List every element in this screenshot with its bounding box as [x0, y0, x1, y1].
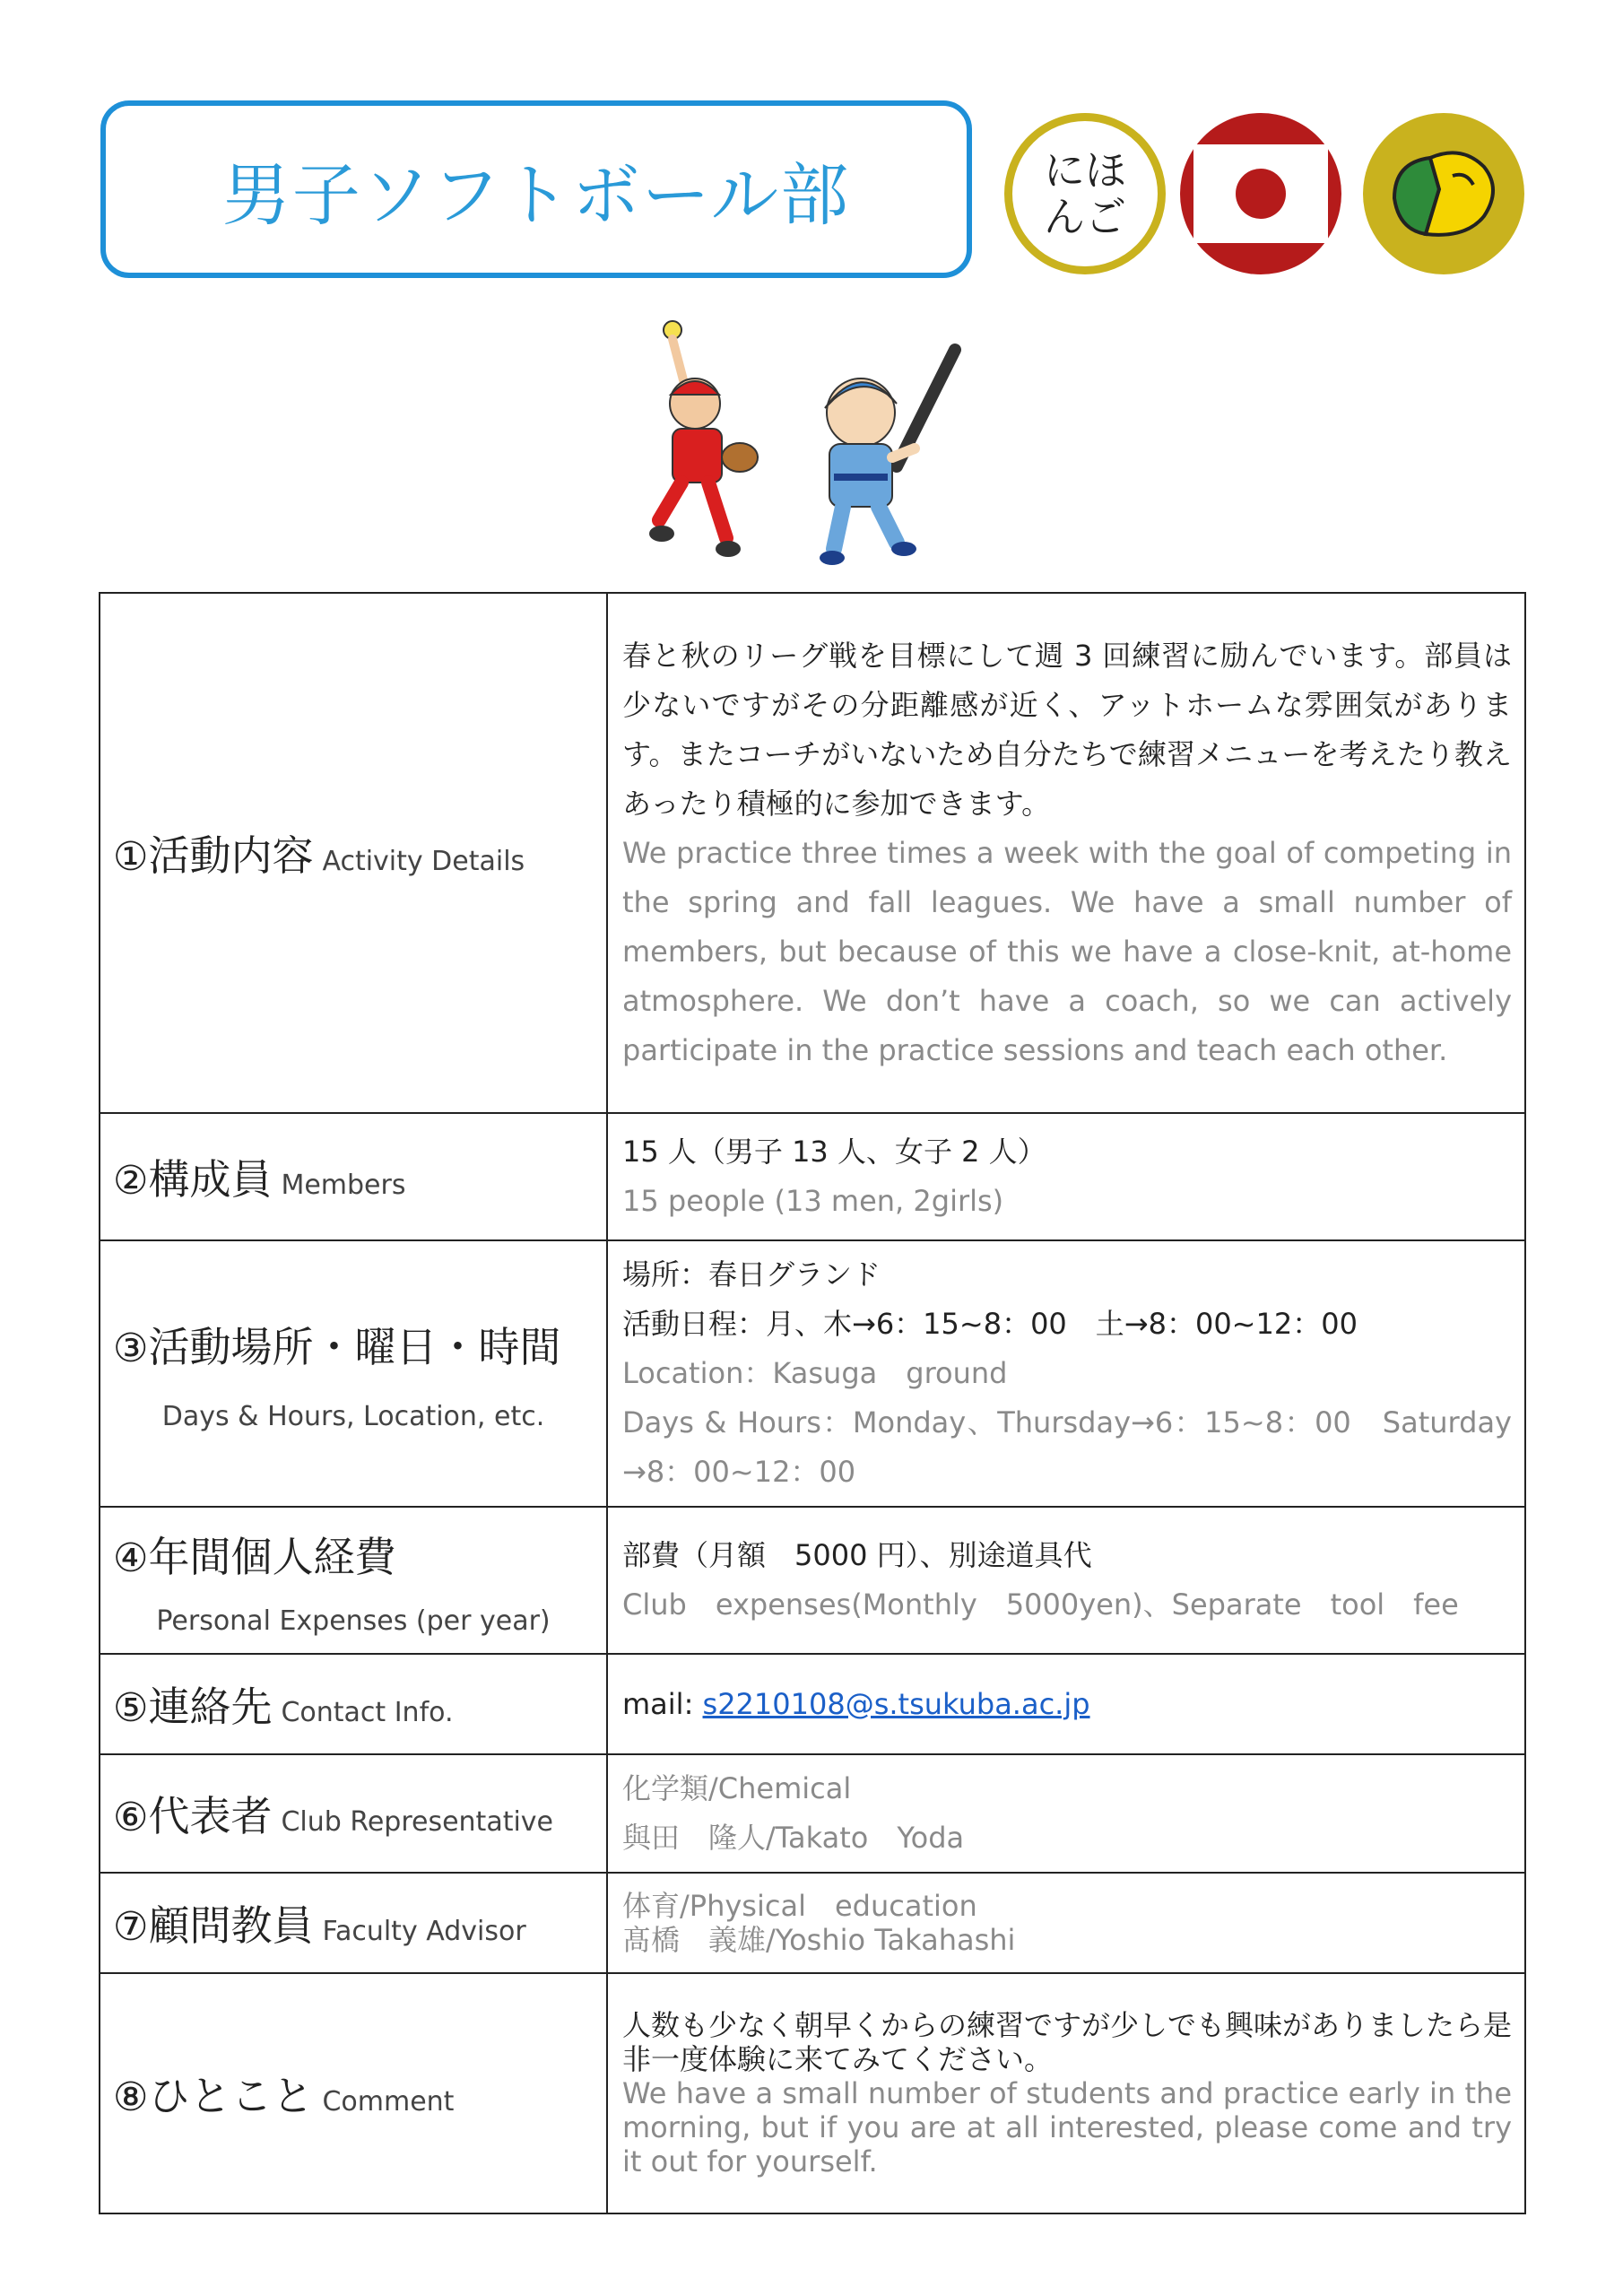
row-label-jp: ひとこと: [148, 2072, 314, 2120]
table-row: [100, 593, 1525, 1113]
row-label-en: Days & Hours, Location, etc.: [161, 1401, 545, 1432]
expenses-jp: 部費（月額 5000 円）、別途道具代: [622, 1538, 1092, 1572]
row-number: ④: [113, 1535, 149, 1581]
row-number: ⑤: [113, 1685, 149, 1731]
members-jp: 15 人（男子 13 人、女子 2 人）: [622, 1135, 1046, 1169]
row-label-jp: 顧問教員: [148, 1901, 314, 1950]
row-label-jp: 年間個人経費: [148, 1532, 396, 1581]
row-number: ②: [113, 1158, 149, 1204]
row-label-en: Comment: [322, 2086, 455, 2118]
advisor-content: [607, 1873, 1525, 1973]
email-link[interactable]: s2210108@s.tsukuba.ac.jp: [702, 1686, 1090, 1721]
table-row: [100, 1873, 1525, 1973]
beginner-mark-icon: [1363, 113, 1524, 274]
expenses-content: [607, 1507, 1525, 1654]
advisor-department: 体育/Physical education: [622, 1889, 977, 1923]
title-box: [100, 100, 972, 278]
mail-label: mail:: [622, 1686, 703, 1721]
row-label-jp: 活動場所・曜日・時間: [148, 1323, 561, 1371]
representative-department: 化学類/Chemical: [622, 1771, 852, 1805]
nihongo-badge: [1004, 113, 1166, 274]
softball-players-illustration: [619, 314, 995, 574]
row-number: ①: [113, 834, 149, 880]
japan-flag-icon: [1180, 113, 1341, 274]
row-label-en: Faculty Advisor: [322, 1916, 526, 1947]
row-number: ⑧: [113, 2074, 149, 2120]
comment-content: [607, 1973, 1525, 2213]
location-en: Location：Kasuga ground: [622, 1356, 1008, 1390]
members-en: 15 people (13 men, 2girls): [622, 1184, 1004, 1218]
nihongo-badge-line-2: んご: [1044, 193, 1126, 241]
schedule-en: Days & Hours：Monday、Thursday→6：15~8：00 Saturday →8：00~12：00: [622, 1405, 1512, 1489]
members-content: [607, 1113, 1525, 1240]
schedule-jp: 活動日程：月、木→6：15~8：00 土→8：00~12：00: [622, 1307, 1358, 1341]
row-number: ③: [113, 1326, 149, 1371]
representative-label: [100, 1754, 607, 1873]
table-row: [100, 1754, 1525, 1873]
row-label-jp: 連絡先: [148, 1683, 273, 1731]
row-label-jp: 代表者: [148, 1792, 273, 1840]
row-number: ⑥: [113, 1795, 149, 1840]
page-title: 男子ソフトボール部: [221, 154, 851, 235]
advisor-label: [100, 1873, 607, 1973]
comment-jp: 人数も少なく朝早くからの練習ですが少しでも興味がありましたら是非一度体験に来てみてください。: [622, 2008, 1513, 2076]
expenses-en: Club expenses(Monthly 5000yen)、Separate tool fee: [622, 1587, 1459, 1622]
expenses-label: [100, 1507, 607, 1654]
table-row: [100, 1654, 1525, 1754]
table-row: [100, 1973, 1525, 2213]
representative-name: 與田 隆人/Takato Yoda: [622, 1821, 965, 1855]
row-label-en: Members: [281, 1170, 406, 1201]
location-schedule-label: [100, 1240, 607, 1507]
row-label-jp: 構成員: [148, 1155, 273, 1204]
location-schedule-content: [607, 1240, 1525, 1507]
row-number: ⑦: [113, 1904, 149, 1950]
row-label-en: Contact Info.: [281, 1697, 454, 1728]
table-row: [100, 1113, 1525, 1240]
club-info-table: [99, 592, 1526, 2214]
nihongo-badge-line-1: にほ: [1044, 146, 1126, 195]
comment-en: We have a small number of students and practice early in the morning, but if you are at all interested, please come and try it out for yourself.: [622, 2076, 1512, 2179]
activity-details-jp: 春と秋のリーグ戦を目標にして週 3 回練習に励んでいます。部員は少ないですがその分距離感が近く、アットホームな雰囲気があります。またコーチがいないため自分たちで練習メニューを考えたり教えあったり積極的に参加できます。: [622, 638, 1512, 821]
row-label-en: Personal Expenses (per year): [156, 1605, 551, 1637]
contact-content: [607, 1654, 1525, 1754]
members-label: [100, 1113, 607, 1240]
activity-details-en: We practice three times a week with the goal of competing in the spring and fall leagues. We have a small number of members, but because of this we have a close-knit, at-home atmosphere. We don’t have a coach, so we can actively participate in the practice sessions and teach each other.: [622, 835, 1512, 1067]
row-label-en: Activity Details: [322, 846, 525, 877]
activity-details-label: [100, 593, 607, 1113]
row-label-jp: 活動内容: [148, 831, 314, 880]
representative-content: [607, 1754, 1525, 1873]
table-row: [100, 1507, 1525, 1654]
advisor-name: 髙橋 義雄/Yoshio Takahashi: [622, 1923, 1016, 1957]
row-label-en: Club Representative: [281, 1806, 554, 1838]
activity-details-content: [607, 593, 1525, 1113]
location-jp: 場所：春日グランド: [622, 1257, 881, 1292]
comment-label: [100, 1973, 607, 2213]
table-row: [100, 1240, 1525, 1507]
contact-label: [100, 1654, 607, 1754]
